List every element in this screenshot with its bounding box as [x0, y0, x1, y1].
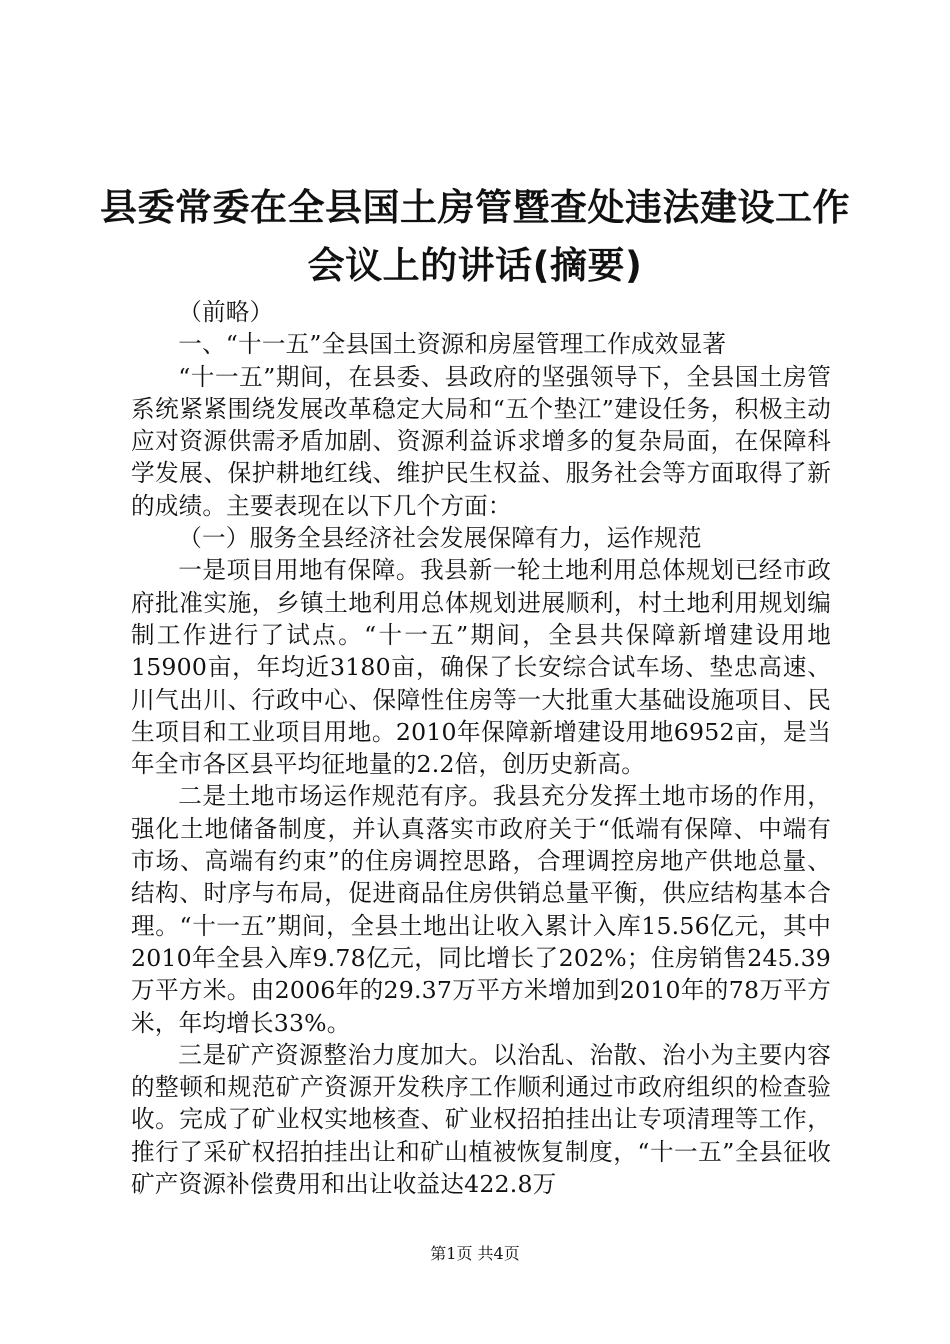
paragraph-mineral-resources: 三是矿产资源整治力度加大。以治乱、治散、治小为主要内容的整顿和规范矿产资源开发秩序工作顺利通过市政府组织的检查验收。完成了矿业权实地核查、矿业权招拍挂出让专项清理等工作，推行了采矿权招拍挂出让和矿山植被恢复制度，“十一五”全县征收矿产资源补偿费用和出让收益达422.8万	[131, 1040, 831, 1199]
document-body	[131, 296, 831, 1200]
paragraph-preamble: （前略）	[178, 298, 274, 326]
document-title-line-2: 会议上的讲话(摘要)	[307, 244, 643, 287]
page-number-footer: 第1页 共4页	[430, 1244, 520, 1263]
paragraph-overview: “十一五”期间，在县委、县政府的坚强领导下，全县国土房管系统紧紧围绕发展改革稳定大局和“五个垫江”建设任务，积极主动应对资源供需矛盾加剧、资源利益诉求增多的复杂局面，在保障科学发展、保护耕地红线、维护民生权益、服务社会等方面取得了新的成绩。主要表现在以下几个方面：	[131, 362, 831, 520]
section-heading-1: 一、“十一五”全县国土资源和房屋管理工作成效显著	[178, 330, 727, 359]
subsection-heading-1: （一）服务全县经济社会发展保障有力，运作规范	[178, 524, 702, 553]
paragraph-land-use: 一是项目用地有保障。我县新一轮土地利用总体规划已经市政府批准实施，乡镇土地利用总体规划进展顺利，村土地利用规划编制工作进行了试点。“十一五”期间，全县共保障新增建设用地15900亩，年均近3180亩，确保了长安综合试车场、垫忠高速、川气出川、行政中心、保障性住房等一大批重大基础设施项目、民生项目和工业项目用地。2010年保障新增建设用地6952亩，是当年全市各区县平均征地量的2.2倍，创历史新高。	[131, 556, 831, 779]
document-title-line-1: 县委常委在全县国土房管暨查处违法建设工作	[100, 186, 850, 229]
paragraph-land-market: 二是土地市场运作规范有序。我县充分发挥土地市场的作用，强化土地储备制度，并认真落实市政府关于“低端有保障、中端有市场、高端有约束”的住房调控思路，合理调控房地产供地总量、结构、时序与布局，促进商品住房供销总量平衡，供应结构基本合理。“十一五”期间，全县土地出让收入累计入库15.56亿元，其中2010年全县入库9.78亿元，同比增长了202%；住房销售245.39万平方米。由2006年的29.37万平方米增加到2010年的78万平方米，年均增长33%。	[131, 782, 831, 1037]
